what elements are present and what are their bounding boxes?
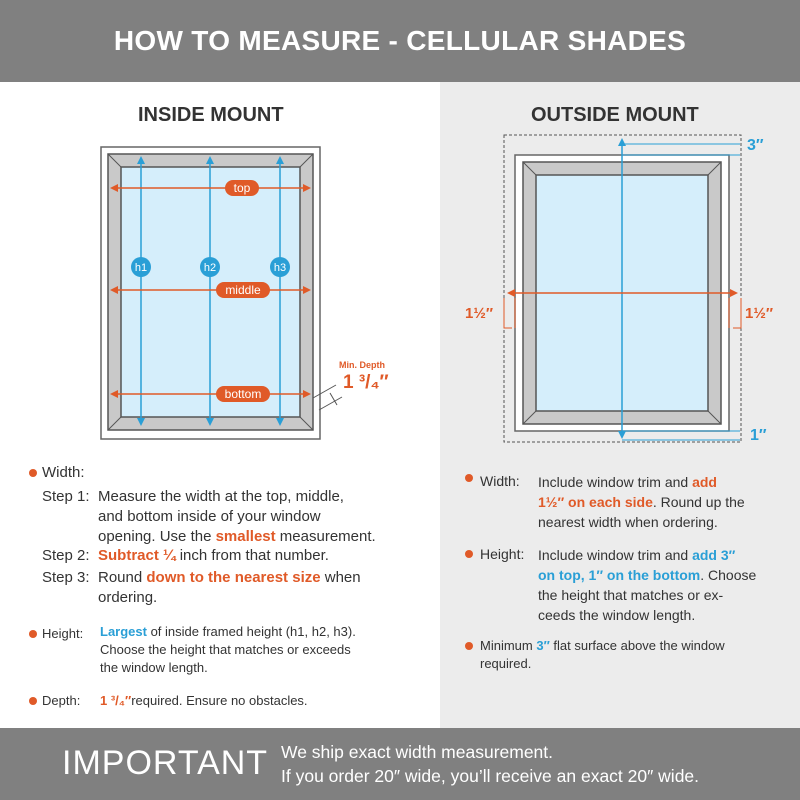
page-title: HOW TO MEASURE - CELLULAR SHADES bbox=[113, 25, 687, 56]
inside-mount-title: INSIDE MOUNT bbox=[138, 104, 284, 126]
inside-height-label: Height: bbox=[42, 626, 84, 641]
outside-height-text: Include window trim and add 3″ on top, 1″ on the bottom. Choose the height that matches or ex- ceeds the window length. bbox=[538, 547, 757, 623]
inside-depth-label: Depth: bbox=[42, 693, 81, 708]
h3-label: h3 bbox=[273, 262, 287, 274]
minimum-bullet bbox=[465, 642, 473, 650]
inside-depth-text: 1 ³/₄″required. Ensure no obstacles. bbox=[100, 693, 308, 708]
step3-label: Step 3: bbox=[42, 569, 90, 586]
outside-mount-title: OUTSIDE MOUNT bbox=[531, 104, 699, 126]
minimum-text: Minimum 3″ flat surface above the window required. bbox=[480, 638, 725, 671]
step2-text: Subtract ¼ inch from that number. bbox=[98, 547, 329, 564]
outside-mount-diagram bbox=[440, 82, 800, 462]
footer-line-1: We ship exact width measurement. bbox=[281, 742, 554, 762]
outside-width-bullet bbox=[465, 474, 473, 482]
footer-message bbox=[281, 740, 699, 788]
inside-mount-diagram bbox=[0, 0, 440, 460]
min-depth-value: 1 ³/₄″ bbox=[343, 372, 389, 393]
bottom-allowance-label: 1″ bbox=[750, 427, 767, 444]
height-bullet bbox=[29, 630, 37, 638]
top-allowance-label: 3″ bbox=[747, 137, 764, 154]
h2-label: h2 bbox=[203, 262, 217, 274]
h1-label: h1 bbox=[134, 262, 148, 274]
step2-label: Step 2: bbox=[42, 547, 90, 564]
outside-height-label: Height: bbox=[480, 546, 525, 562]
footer-title: IMPORTANT bbox=[62, 744, 269, 782]
outside-width-label: Width: bbox=[480, 473, 520, 489]
inside-height-text: Largest of inside framed height (h1, h2, h3). Choose the height that matches or exceeds the window length. bbox=[100, 624, 356, 675]
footer-line-2: If you order 20″ wide, you’ll receive an exact 20″ wide. bbox=[281, 766, 700, 786]
inside-width-label: Width: bbox=[42, 464, 85, 481]
left-allowance-label: 1½″ bbox=[465, 305, 494, 322]
step1-label: Step 1: bbox=[42, 488, 90, 505]
right-allowance-label: 1½″ bbox=[745, 305, 774, 322]
outside-height-bullet bbox=[465, 550, 473, 558]
depth-bullet bbox=[29, 697, 37, 705]
min-depth-label: Min. Depth bbox=[339, 360, 385, 370]
outside-width-text: Include window trim and add 1½″ on each side. Round up the nearest width when ordering. bbox=[538, 474, 745, 530]
width-bullet bbox=[29, 469, 37, 477]
step1-text: Measure the width at the top, middle, and bottom inside of your window opening. Use the smallest measurement. bbox=[98, 488, 376, 545]
bottom-label: bottom bbox=[224, 387, 262, 401]
step3-text: Round down to the nearest size when ordering. bbox=[98, 569, 361, 606]
top-label: top bbox=[233, 181, 251, 195]
middle-label: middle bbox=[225, 283, 261, 297]
